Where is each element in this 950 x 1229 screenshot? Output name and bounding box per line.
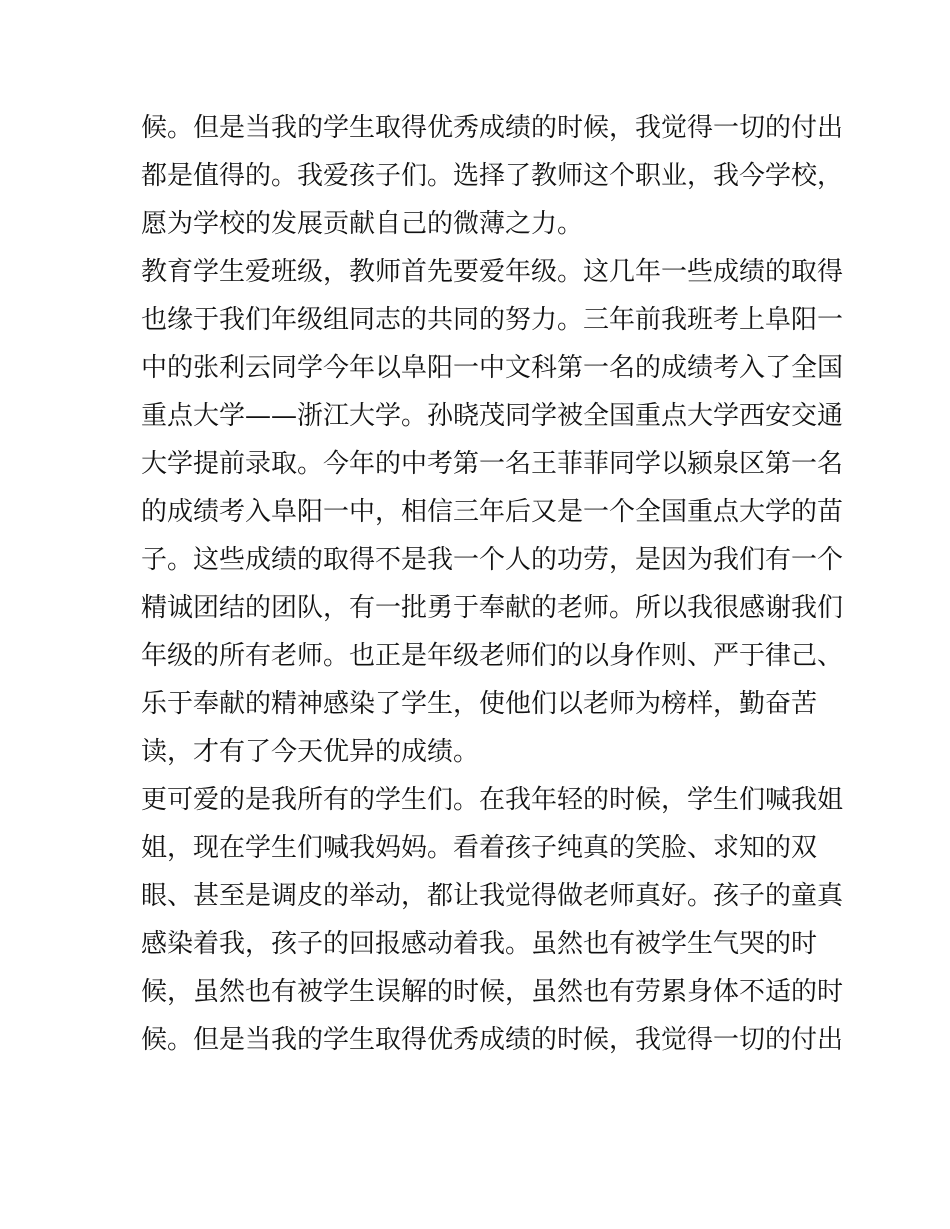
text-line: 候。但是当我的学生取得优秀成绩的时候，我觉得一切的付出	[141, 1025, 844, 1055]
text-line: 重点大学——浙江大学。孙晓茂同学被全国重点大学西安交通	[141, 401, 844, 431]
text-line: 也缘于我们年级组同志的共同的努力。三年前我班考上阜阳一	[141, 305, 844, 335]
text-line: 精诚团结的团队，有一批勇于奉献的老师。所以我很感谢我们	[141, 593, 844, 623]
text-line: 教育学生爱班级，教师首先要爱年级。这几年一些成绩的取得	[141, 257, 844, 287]
text-line: 候，虽然也有被学生误解的时候，虽然也有劳累身体不适的时	[141, 977, 844, 1007]
text-line: 年级的所有老师。也正是年级老师们的以身作则、严于律己、	[141, 641, 844, 671]
text-line: 姐，现在学生们喊我妈妈。看着孩子纯真的笑脸、求知的双	[141, 833, 818, 863]
text-line: 眼、甚至是调皮的举动，都让我觉得做老师真好。孩子的童真	[141, 881, 844, 911]
text-line: 中的张利云同学今年以阜阳一中文科第一名的成绩考入了全国	[141, 353, 844, 383]
body-text	[141, 104, 844, 1064]
text-line: 感染着我，孩子的回报感动着我。虽然也有被学生气哭的时	[141, 929, 818, 959]
text-line: 更可爱的是我所有的学生们。在我年轻的时候，学生们喊我姐	[141, 785, 844, 815]
text-line: 愿为学校的发展贡献自己的微薄之力。	[141, 209, 584, 239]
text-line: 读，才有了今天优异的成绩。	[141, 737, 480, 767]
text-line: 都是值得的。我爱孩子们。选择了教师这个职业，我今学校，	[141, 161, 844, 191]
text-line: 子。这些成绩的取得不是我一个人的功劳，是因为我们有一个	[141, 545, 844, 575]
text-line: 的成绩考入阜阳一中，相信三年后又是一个全国重点大学的苗	[141, 497, 844, 527]
text-line: 候。但是当我的学生取得优秀成绩的时候，我觉得一切的付出	[141, 113, 844, 143]
text-line: 大学提前录取。今年的中考第一名王菲菲同学以颍泉区第一名	[141, 449, 844, 479]
text-line: 乐于奉献的精神感染了学生，使他们以老师为榜样，勤奋苦	[141, 689, 818, 719]
